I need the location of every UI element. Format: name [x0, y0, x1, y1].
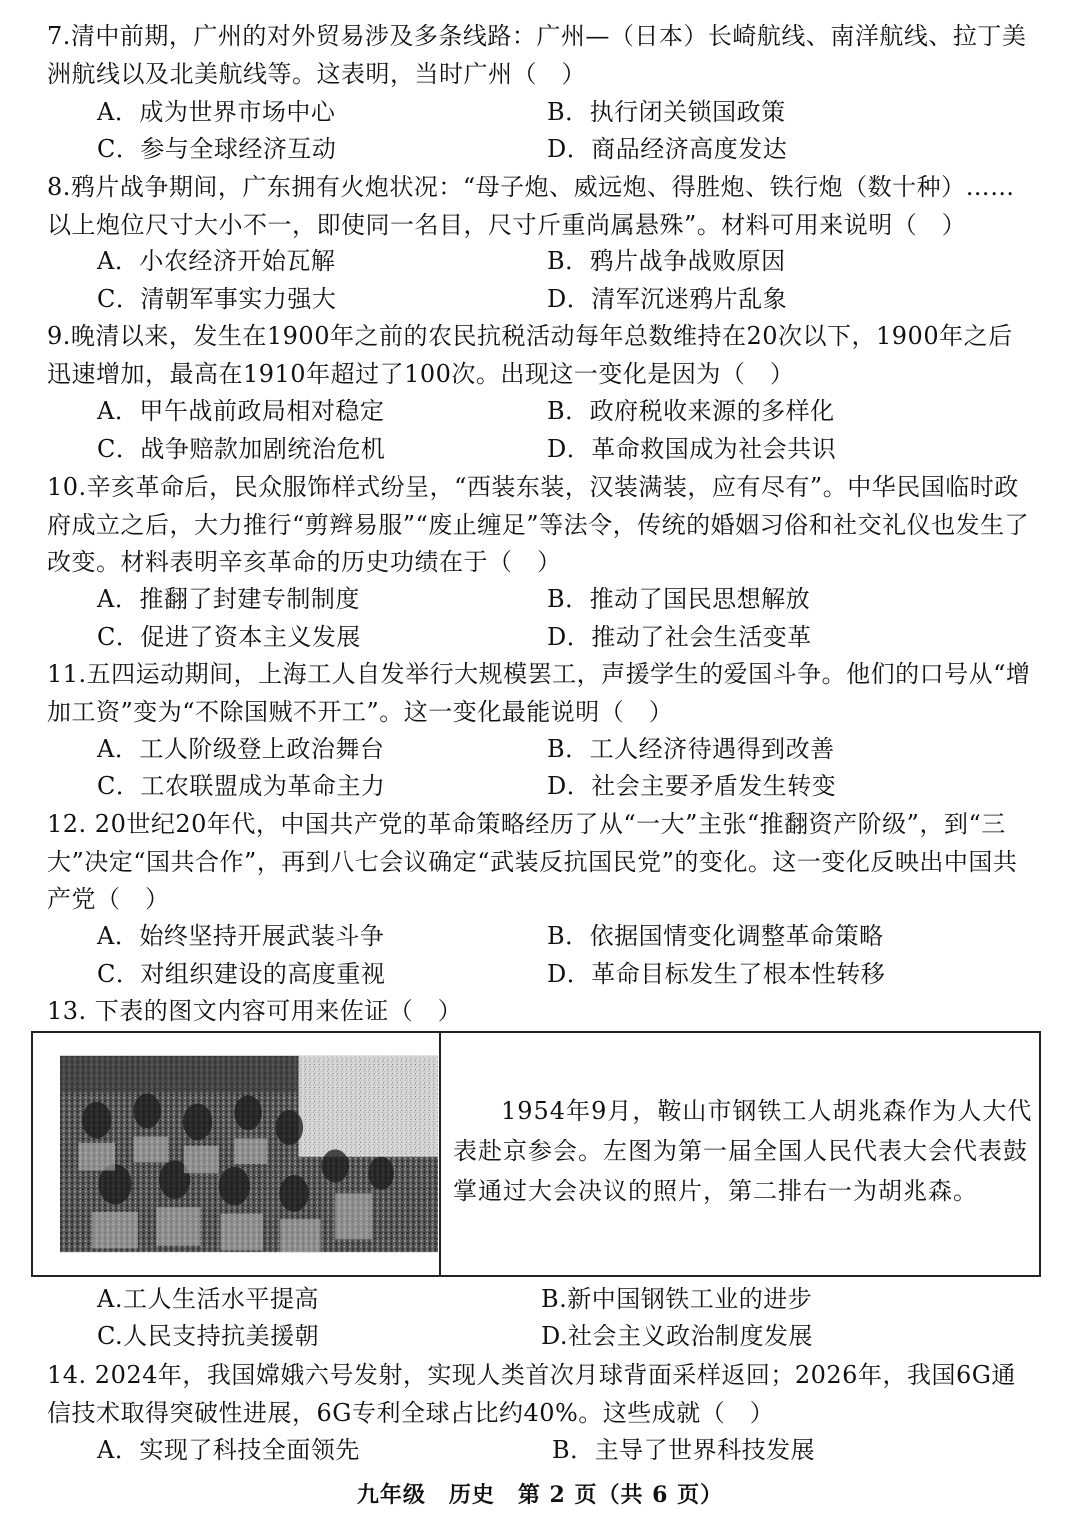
- page-footer: 九年级 历史 第 2 页（共 6 页）: [356, 1482, 724, 1508]
- question-10-option-a: A．推翻了封建专制制度: [97, 585, 360, 613]
- question-10-option-c: C．促进了资本主义发展: [97, 623, 361, 651]
- question-12-option-a: A．始终坚持开展武装斗争: [97, 922, 385, 950]
- question-14-option-a: A．实现了科技全面领先: [97, 1436, 360, 1464]
- question-11-option-a: A．工人阶级登上政治舞台: [97, 735, 385, 763]
- question-7-stem: 7.清中前期，广州的对外贸易涉及多条线路：广州—（日本）长崎航线、南洋航线、拉丁美洲航线以及北美航线等。这表明，当时广州（ ）: [47, 22, 1027, 88]
- question-10-stem: 10.辛亥革命后，民众服饰样式纷呈，“西装东装，汉装满装，应有尽有”。中华民国临时政府成立之后，大力推行“剪辫易服”“废止缠足”等法令，传统的婚姻习俗和社交礼仪也发生了改变。材料表明辛亥革命的历史功绩在于（ ）: [47, 473, 1030, 576]
- question-11-option-d: D．社会主要矛盾发生转变: [547, 772, 837, 800]
- question-8-option-a: A．小农经济开始瓦解: [97, 247, 336, 275]
- table-caption-text: 1954年9月，鞍山市钢铁工人胡兆森作为人大代表赴京参会。左图为第一届全国人民代表大会代表鼓掌通过大会决议的照片，第二排右一为胡兆森。: [453, 1097, 1033, 1205]
- question-13-option-d: D.社会主义政治制度发展: [541, 1322, 814, 1350]
- question-8-option-b: B．鸦片战争战败原因: [547, 247, 786, 275]
- question-11-stem: 11.五四运动期间，上海工人自发举行大规模罢工，声援学生的爱国斗争。他们的口号从“增加工资”变为“不除国贼不开工”。这一变化最能说明（ ）: [47, 660, 1031, 726]
- question-13-option-a: A.工人生活水平提高: [97, 1285, 319, 1313]
- question-11-option-b: B．工人经济待遇得到改善: [547, 735, 835, 763]
- question-7-option-b: B．执行闭关锁国政策: [547, 98, 786, 126]
- question-9-stem: 9.晚清以来，发生在1900年之前的农民抗税活动每年总数维持在20次以下，1900年之后迅速增加，最高在1910年超过了100次。出现这一变化是因为（ ）: [47, 322, 1013, 388]
- question-12-option-c: C．对组织建设的高度重视: [97, 960, 386, 988]
- npc-meeting-photo: [60, 1047, 438, 1261]
- question-9-option-c: C．战争赔款加剧统治危机: [97, 435, 386, 463]
- question-13-stem: 13. 下表的图文内容可用来佐证（ ）: [47, 997, 463, 1025]
- question-9-option-d: D．革命救国成为社会共识: [547, 435, 837, 463]
- question-10-option-d: D．推动了社会生活变革: [547, 623, 812, 651]
- question-8-option-c: C．清朝军事实力强大: [97, 285, 337, 313]
- question-13-option-c: C.人民支持抗美援朝: [97, 1322, 320, 1350]
- question-7-option-c: C．参与全球经济互动: [97, 135, 337, 163]
- question-8-stem: 8.鸦片战争期间，广东拥有火炮状况：“母子炮、威远炮、得胜炮、铁行炮（数十种）……以上炮位尺寸大小不一，即使同一名目，尺寸斤重尚属悬殊”。材料可用来说明（ ）: [47, 173, 1015, 239]
- question-9-option-b: B．政府税收来源的多样化: [547, 397, 835, 425]
- question-13-option-b: B.新中国钢铁工业的进步: [541, 1285, 813, 1313]
- question-11-option-c: C．工农联盟成为革命主力: [97, 772, 386, 800]
- question-7-option-d: D．商品经济高度发达: [547, 135, 788, 163]
- question-12-option-b: B．依据国情变化调整革命策略: [547, 922, 884, 950]
- question-14-option-b: B．主导了世界科技发展: [552, 1436, 816, 1464]
- question-10-option-b: B．推动了国民思想解放: [547, 585, 811, 613]
- question-8-option-d: D．清军沉迷鸦片乱象: [547, 285, 788, 313]
- question-7-option-a: A．成为世界市场中心: [97, 98, 336, 126]
- question-14-stem: 14. 2024年，我国嫦娥六号发射，实现人类首次月球背面采样返回；2026年，我国6G通信技术取得突破性进展，6G专利全球占比约40%。这些成就（ ）: [47, 1361, 1016, 1427]
- question-9-option-a: A．甲午战前政局相对稳定: [97, 397, 385, 425]
- question-12-option-d: D．革命目标发生了根本性转移: [547, 960, 886, 988]
- question-12-stem: 12. 20世纪20年代，中国共产党的革命策略经历了从“一大”主张“推翻资产阶级”，到“三大”决定“国共合作”，再到八七会议确定“武装反抗国民党”的变化。这一变化反映出中国共产党（ ）: [47, 810, 1018, 913]
